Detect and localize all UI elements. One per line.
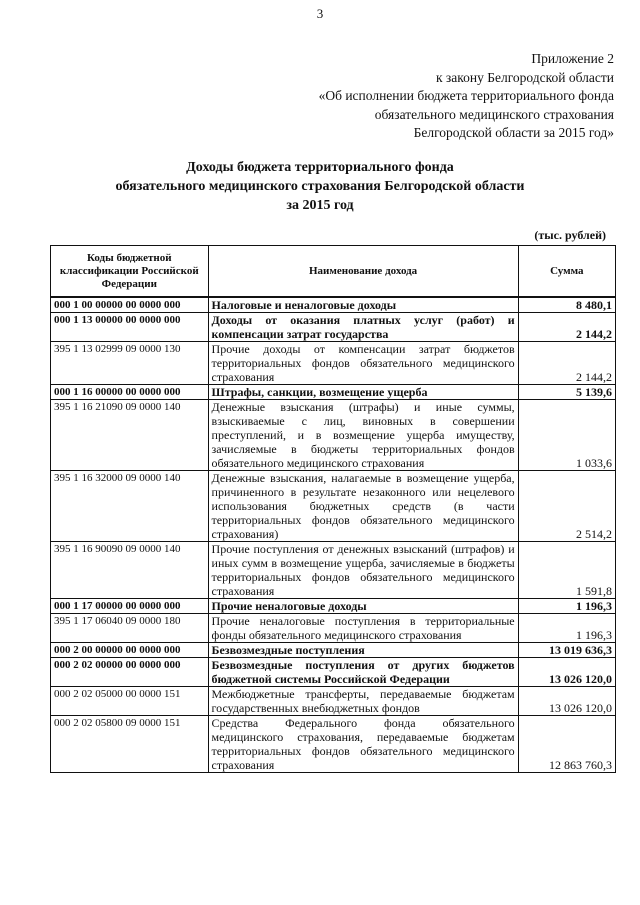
row-sum: 1 591,8: [518, 542, 615, 599]
table-row: [51, 599, 616, 614]
title-line: за 2015 год: [286, 198, 354, 213]
row-name: Прочие доходы от компенсации затрат бюджетов территориальных фондов обязательного медицинского страхования: [208, 342, 518, 385]
appendix-line: «Об исполнении бюджета территориального фонда: [318, 88, 614, 103]
table-row: [51, 297, 616, 313]
header-sum: Сумма: [518, 246, 615, 298]
row-name: Денежные взыскания, налагаемые в возмещение ущерба, причиненного в результате незаконного или нецелевого использования бюджетных средств (в части территориальных фондов обязательного медицинского страхования): [208, 471, 518, 542]
row-code: 395 1 16 90090 09 0000 140: [51, 542, 209, 599]
row-sum: 13 019 636,3: [518, 643, 615, 658]
row-code: 000 2 02 00000 00 0000 000: [51, 658, 209, 687]
row-sum: 5 139,6: [518, 385, 615, 400]
row-name: Налоговые и неналоговые доходы: [208, 297, 518, 313]
income-table: [50, 245, 616, 773]
row-code: 000 2 00 00000 00 0000 000: [51, 643, 209, 658]
row-name: Прочие неналоговые доходы: [208, 599, 518, 614]
header-name: Наименование дохода: [208, 246, 518, 298]
row-name: Безвозмездные поступления: [208, 643, 518, 658]
title-line: Доходы бюджета территориального фонда: [186, 160, 454, 175]
row-code: 000 2 02 05800 09 0000 151: [51, 716, 209, 773]
table-row: [51, 471, 616, 542]
row-sum: 12 863 760,3: [518, 716, 615, 773]
row-sum: 2 144,2: [518, 342, 615, 385]
row-code: 395 1 17 06040 09 0000 180: [51, 614, 209, 643]
row-code: 000 2 02 05000 00 0000 151: [51, 687, 209, 716]
row-code: 395 1 13 02999 09 0000 130: [51, 342, 209, 385]
row-name: Безвозмездные поступления от других бюджетов бюджетной системы Российской Федерации: [208, 658, 518, 687]
row-sum: 8 480,1: [518, 297, 615, 313]
page-number: 3: [316, 6, 324, 21]
row-sum: 1 033,6: [518, 400, 615, 471]
row-sum: 13 026 120,0: [518, 687, 615, 716]
table-row: [51, 385, 616, 400]
title-line: обязательного медицинского страхования Белгородской области: [115, 179, 525, 194]
row-sum: 13 026 120,0: [518, 658, 615, 687]
table-row: [51, 687, 616, 716]
document-title: [0, 158, 640, 215]
row-code: 000 1 00 00000 00 0000 000: [51, 297, 209, 313]
row-code: 395 1 16 21090 09 0000 140: [51, 400, 209, 471]
table-row: [51, 716, 616, 773]
appendix-line: Приложение 2: [531, 51, 614, 66]
appendix-line: к закону Белгородской области: [436, 69, 614, 85]
row-sum: 2 514,2: [518, 471, 615, 542]
row-sum: 2 144,2: [518, 313, 615, 342]
row-sum: 1 196,3: [518, 599, 615, 614]
table-row: [51, 614, 616, 643]
appendix-line: обязательного медицинского страхования: [374, 106, 614, 122]
row-sum: 1 196,3: [518, 614, 615, 643]
row-name: Прочие поступления от денежных взысканий (штрафов) и иных сумм в возмещение ущерба, зачисляемые в бюджеты территориальных фондов обязательного медицинского страхования: [208, 542, 518, 599]
appendix-header: [319, 50, 614, 143]
table-row: [51, 400, 616, 471]
table-header-row: [51, 246, 616, 298]
row-name: Штрафы, санкции, возмещение ущерба: [208, 385, 518, 400]
row-name: Межбюджетные трансферты, передаваемые бюджетам государственных внебюджетных фондов: [208, 687, 518, 716]
row-code: 000 1 13 00000 00 0000 000: [51, 313, 209, 342]
appendix-line: Белгородской области за 2015 год»: [413, 125, 614, 140]
row-code: 000 1 16 00000 00 0000 000: [51, 385, 209, 400]
table-row: [51, 542, 616, 599]
row-code: 395 1 16 32000 09 0000 140: [51, 471, 209, 542]
row-name: Прочие неналоговые поступления в территориальные фонды обязательного медицинского страхования: [208, 614, 518, 643]
table-row: [51, 313, 616, 342]
row-code: 000 1 17 00000 00 0000 000: [51, 599, 209, 614]
table-row: [51, 342, 616, 385]
row-name: Средства Федерального фонда обязательного медицинского страхования, передаваемые бюджетам территориальных фондов обязательного медицинского страхования: [208, 716, 518, 773]
row-name: Денежные взыскания (штрафы) и иные суммы, взыскиваемые с лиц, виновных в совершении преступлений, и в возмещение ущерба имуществу, зачисляемые в бюджеты территориальных фондов обязательного медицинского страхования: [208, 400, 518, 471]
units-label: (тыс. рублей): [534, 228, 606, 242]
row-name: Доходы от оказания платных услуг (работ) и компенсации затрат государства: [208, 313, 518, 342]
table-row: [51, 658, 616, 687]
table-row: [51, 643, 616, 658]
header-code: Коды бюджетной классификации Российской Федерации: [51, 246, 209, 298]
